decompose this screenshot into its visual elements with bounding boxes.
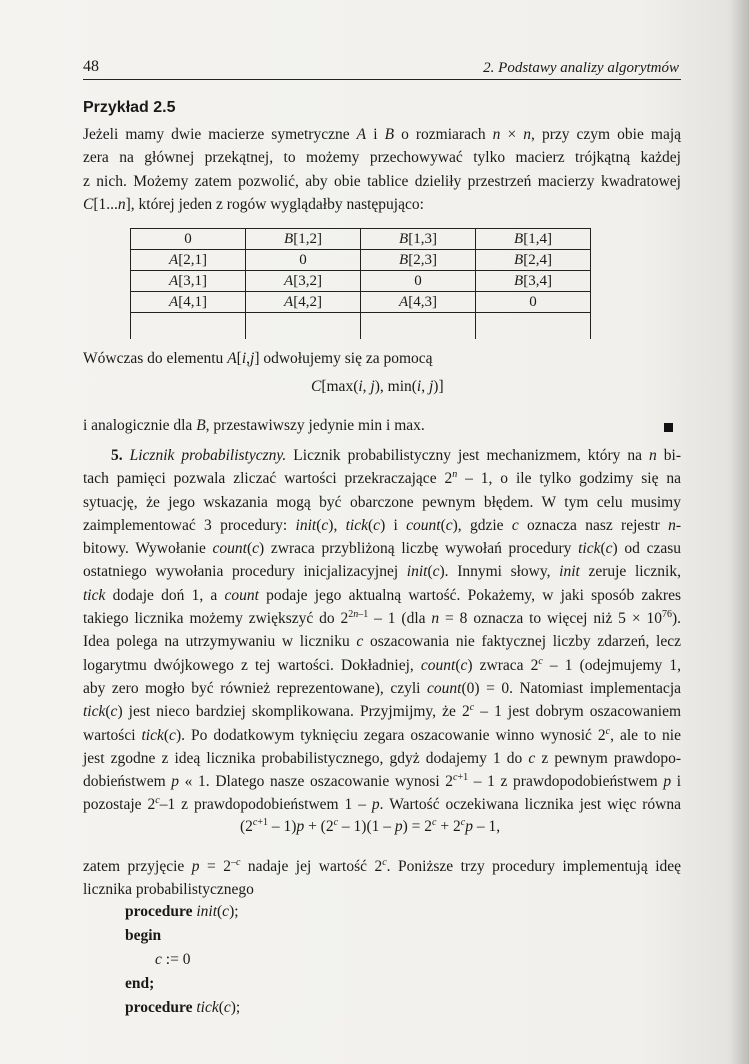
text-line: sytuację, że jego wskazania mogą być obarczone pewnym błędem. W tym celu musimy — [83, 493, 681, 511]
text-line: tick(c) jest nieco bardziej skomplikowana. Przyjmijmy, że 2$^c$ – 1 jest dobrym oszacowaniem — [83, 702, 682, 721]
text-line: tach pamięci pozwala zliczać wartości przekraczające 2$^n$ – 1, o ile tylko godzimy się na — [83, 469, 681, 488]
text-line: Jeżeli mamy dwie macierze symetryczne A i B o rozmiarach n × n, przy czym obie mają — [83, 126, 682, 143]
text-line: tick dodaje doń 1, a count podaje jego aktualną wartość. Pokażemy, w jaki sposób zakres — [83, 586, 681, 604]
matrix-cell: A[4,1] — [131, 292, 246, 313]
matrix-row-continuation — [131, 313, 591, 340]
header-rule — [83, 79, 681, 80]
text-line: Idea polega na utrzymywaniu w liczniku c oszacowania nie faktycznej liczby zdarzeń, lecz — [83, 633, 681, 651]
closing-line: i analogicznie dla B, przestawiwszy jedynie min i max. — [83, 417, 425, 434]
code-line: c := 0 — [155, 951, 191, 968]
access-line: Wówczas do elementu A[i,j] odwołujemy się za pomocą — [83, 350, 433, 367]
page-number: 48 — [83, 58, 99, 75]
section-5-paragraph — [83, 444, 681, 817]
matrix-cell: B[1,2] — [246, 229, 361, 250]
text-line: jest zgodne z ideą licznika probabilistycznego, gdyż dodajemy 1 do c z pewnym prawdopo- — [83, 749, 681, 767]
example-title: Przykład 2.5 — [83, 99, 176, 116]
code-line: procedure tick(c); — [125, 999, 241, 1016]
matrix-row — [131, 229, 591, 250]
matrix-cell: B[1,4] — [476, 229, 591, 250]
code-line: begin — [125, 927, 162, 944]
matrix-row — [131, 250, 591, 271]
matrix-row — [131, 271, 591, 292]
end-of-example-mark — [664, 423, 673, 432]
text-line: licznika probabilistycznego — [83, 881, 254, 899]
matrix-cell-empty — [131, 313, 246, 340]
matrix-cell: 0 — [131, 229, 246, 250]
page-edge-shadow — [731, 0, 749, 1064]
matrix-cell: A[4,2] — [246, 292, 361, 313]
code-line: procedure init(c); — [125, 903, 239, 920]
text-line: ostatniego wywołania procedury inicjalizacyjnej init(c). Innymi słowy, init zeruje licznik, — [83, 563, 681, 581]
text-line: z nich. Możemy zatem pozwolić, aby obie tablice dzieliły przestrzeń macierzy kwadratowej — [83, 172, 681, 190]
text-line: zera na głównej przekątnej, to możemy przechowywać tylko macierz trójkątną każdej — [83, 149, 681, 167]
text-line: zaimplementować 3 procedury: init(c), tick(c) i count(c), gdzie c oznacza nasz rejestr n- — [83, 516, 681, 534]
matrix-cell: B[2,3] — [361, 250, 476, 271]
expectation-formula: $(2^{c+1} - 1)p + (2^c - 1)(1 - p) = 2^c + 2^cp - 1$, — [240, 816, 501, 835]
matrix-cell: A[4,3] — [361, 292, 476, 313]
text-line: zatem przyjęcie $p = 2^{-c}$ nadaje jej wartość 2$^c$. Poniższe trzy procedury implementują ideę — [83, 856, 682, 875]
matrix-cell: B[2,4] — [476, 250, 591, 271]
matrix-cell: 0 — [476, 292, 591, 313]
text-line: takiego licznika możemy zwiększyć do $2^{2n-1} - 1$ (dla n = 8 oznacza to więcej niż $5 \times 10^{76}$). — [83, 608, 681, 628]
text-line: wartości tick(c). Po dodatkowym tyknięciu zegara oszacowanie winno wynosić 2$^c$, ale to nie — [83, 725, 681, 744]
text-line: dobieństwem p « 1. Dlatego nasze oszacowanie wynosi $2^{c+1} - 1$ z prawdopodobieństwem p i — [83, 772, 681, 791]
matrix-cell: A[3,1] — [131, 271, 246, 292]
example-intro-paragraph — [83, 123, 681, 216]
text-line: bitowy. Wywołanie count(c) zwraca przybliżoną liczbę wywołań procedury tick(c) od czasu — [83, 540, 681, 558]
text-line: 5. Licznik probabilistyczny. Licznik probabilistyczny jest mechanizmem, który na n bi- — [111, 447, 682, 464]
matrix-corner-table — [130, 228, 591, 339]
matrix-cell-empty — [476, 313, 591, 340]
matrix-row — [131, 292, 591, 313]
matrix-cell: A[2,1] — [131, 250, 246, 271]
matrix-cell: 0 — [246, 250, 361, 271]
matrix-cell-empty — [246, 313, 361, 340]
matrix-cell-empty — [361, 313, 476, 340]
matrix-cell: B[1,3] — [361, 229, 476, 250]
after-formula-paragraph — [83, 855, 681, 902]
running-header-title: 2. Podstawy analizy algorytmów — [483, 60, 679, 76]
text-line: pozostaje 2$^c$–1 z prawdopodobieństwem 1 – p. Wartość oczekiwana licznika jest więc równa — [83, 795, 681, 814]
matrix-cell: A[3,2] — [246, 271, 361, 292]
matrix-cell: B[3,4] — [476, 271, 591, 292]
text-line: logarytmu dwójkowego z tej wartości. Dokładniej, count(c) zwraca 2$^c$ – 1 (odejmujemy 1, — [83, 655, 681, 674]
matrix-cell: 0 — [361, 271, 476, 292]
text-line: C[1...n], której jeden z rogów wyglądałby następująco: — [83, 195, 424, 213]
code-line: end; — [125, 975, 155, 992]
text-line: aby zero mogło być również reprezentowane), czyli count(0) = 0. Natomiast implementacja — [83, 679, 681, 697]
access-formula: C[max(i, j), min(i, j)] — [311, 378, 444, 395]
